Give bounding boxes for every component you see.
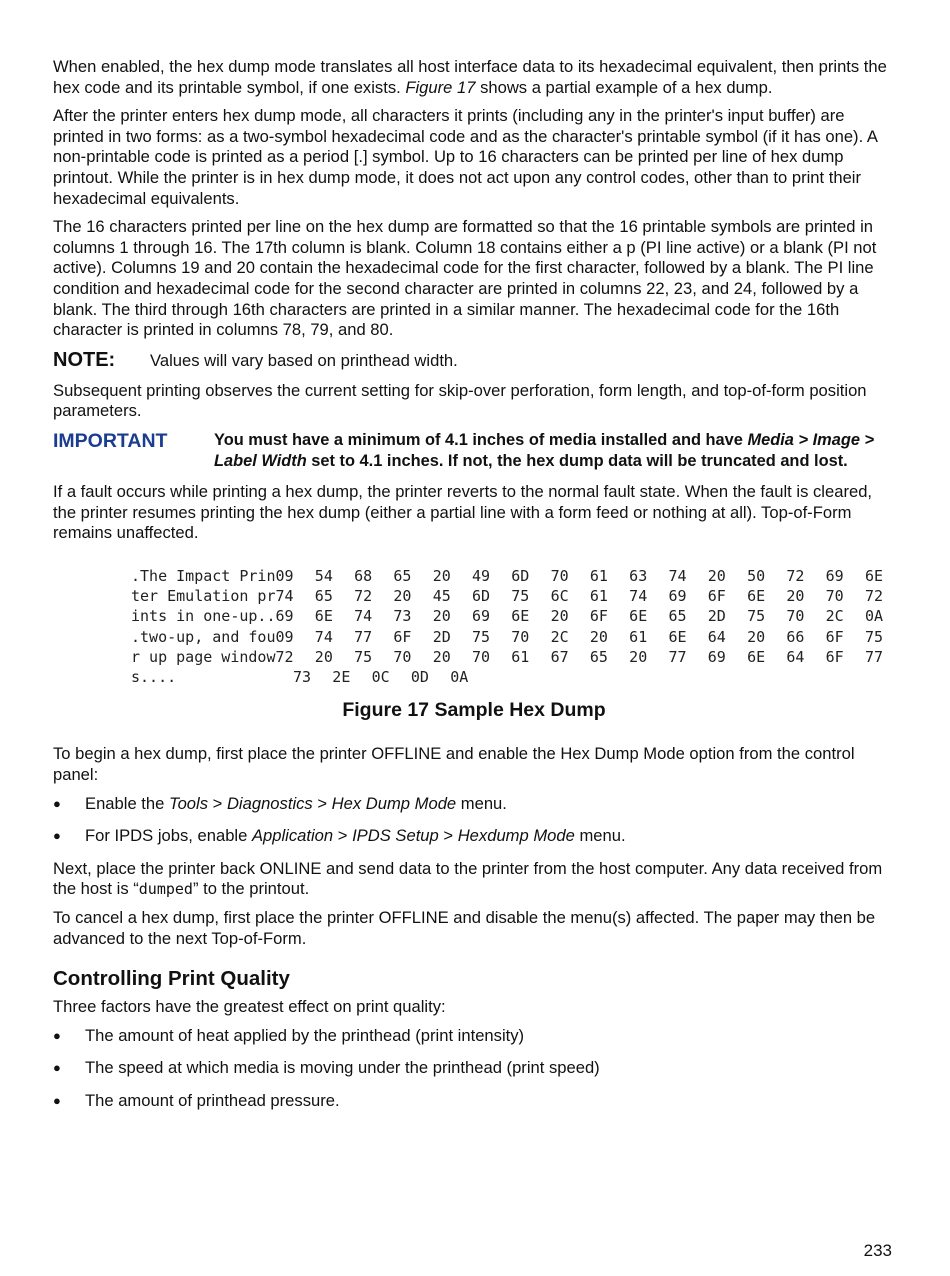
hex-code: 0C [371, 668, 390, 687]
hex-code: 75 [747, 607, 766, 626]
hex-code: 65 [393, 566, 412, 585]
hex-code: 20 [432, 607, 451, 626]
section-heading: Controlling Print Quality [53, 967, 290, 991]
text-run: menu. [574, 826, 626, 846]
list-item [53, 1026, 895, 1047]
hex-code: 61 [629, 627, 648, 646]
hex-code: 64 [707, 627, 726, 646]
hex-code: 74 [354, 607, 373, 626]
text-run: Diagnostics [226, 793, 313, 813]
paragraph-cancel: To cancel a hex dump, first place the printer OFFLINE and disable the menu(s) affected. The paper may then be advanced to the next Top-of-Form. [53, 908, 876, 948]
hex-code: 6E [747, 647, 766, 666]
hex-dump-codes [276, 627, 905, 647]
hex-dump-codes [276, 586, 905, 606]
hex-code: 6E [511, 607, 530, 626]
hex-code: 20 [432, 647, 451, 666]
important-label: IMPORTANT [53, 429, 168, 452]
hex-code: 2C [550, 627, 569, 646]
hex-code: 6E [314, 607, 333, 626]
hex-dump-row [131, 566, 895, 586]
hex-code: 20 [629, 647, 648, 666]
text-run: > [208, 793, 227, 813]
text-run: For IPDS jobs, enable [85, 826, 252, 846]
hex-dump-text: s.... [131, 668, 177, 687]
hex-code: 75 [864, 627, 884, 646]
text-run: Figure 17 [405, 77, 476, 97]
hex-code: 2D [432, 627, 451, 646]
hex-code: 70 [471, 647, 491, 666]
hex-code: 20 [747, 627, 766, 646]
hex-code: 6F [393, 627, 412, 646]
hex-code: 20 [432, 566, 451, 585]
bullet-icon: ● [53, 795, 61, 811]
hex-dump-sample [131, 566, 895, 688]
hex-code: 09 [275, 627, 294, 646]
text-run: > [333, 826, 353, 846]
list-item-text: The amount of printhead pressure. [85, 1091, 340, 1110]
list-item [53, 1091, 895, 1112]
hex-dump-row [131, 647, 895, 667]
note-text: Values will vary based on printhead width. [150, 350, 458, 370]
hex-dump-row [131, 667, 895, 687]
text-run: menu. [456, 793, 507, 813]
hex-code: 70 [825, 586, 844, 605]
hex-code: 75 [511, 586, 530, 605]
hex-code: 6E [629, 607, 648, 626]
hex-code: 20 [550, 607, 569, 626]
hex-code: 0A [864, 607, 884, 626]
hex-code: 6E [864, 566, 884, 585]
hex-code: 2E [332, 668, 351, 687]
note-label: NOTE: [53, 348, 116, 371]
hex-dump-codes [276, 647, 905, 667]
hex-code: 0A [450, 668, 469, 687]
hex-code: 2C [825, 607, 844, 626]
important-block [53, 430, 895, 472]
hex-code: 6E [668, 627, 687, 646]
hex-code: 6C [550, 586, 569, 605]
hex-dump-text: r up page window [131, 647, 276, 666]
hex-code: 6D [471, 586, 491, 605]
hex-code: 6D [511, 566, 530, 585]
text-run: When enabled, the hex dump mode translates all host interface data to its hexadecimal equivalent, then prints the hex code and its printable symbol, if one exists. [53, 57, 887, 97]
hex-code: 6F [825, 627, 844, 646]
hex-code: 69 [825, 566, 844, 585]
hex-code: 74 [275, 586, 294, 605]
list-item [53, 826, 895, 847]
hex-code: 61 [589, 586, 608, 605]
text-run: Media > Image > Label Width [214, 430, 875, 470]
text-run: ” to the printout. [192, 879, 310, 899]
hex-code: 65 [668, 607, 687, 626]
figure-caption: Figure 17 Sample Hex Dump [342, 699, 606, 722]
print-quality-factors-list [53, 1026, 895, 1112]
list-item-text [85, 794, 507, 815]
bullet-icon: ● [53, 828, 61, 844]
text-run: > [438, 826, 458, 846]
text-run: Hex Dump Mode [331, 793, 457, 813]
hex-code: 75 [354, 647, 373, 666]
note-block [53, 349, 895, 372]
hex-code: 74 [629, 586, 648, 605]
hex-code: 77 [354, 627, 373, 646]
hex-code: 0D [410, 668, 429, 687]
hex-dump-text: ints in one-up.. [131, 607, 276, 626]
paragraph-fault: If a fault occurs while printing a hex dump, the printer reverts to the normal fault state. When the fault is cleared, the printer resumes printing the hex dump (either a partial line with a form feed or nothing at all). Top-of-Form remains unaffected. [53, 481, 873, 543]
paragraph-online [53, 859, 895, 900]
hex-code: 74 [668, 566, 687, 585]
bullet-icon: ● [53, 1093, 61, 1108]
hex-dump-text: .The Impact Prin [131, 566, 276, 585]
hex-code: 72 [786, 566, 805, 585]
hex-code: 70 [393, 647, 412, 666]
hex-code: 65 [314, 586, 333, 605]
hex-code: 45 [432, 586, 451, 605]
hex-code: 61 [511, 647, 530, 666]
paragraph-intro [53, 57, 895, 98]
important-text [214, 430, 895, 472]
list-item-text: The amount of heat applied by the printhead (print intensity) [85, 1025, 525, 1045]
hex-code: 6E [747, 586, 766, 605]
hex-code: 68 [354, 566, 373, 585]
text-run: Tools [168, 793, 209, 813]
paragraph-column-format: The 16 characters printed per line on the hex dump are formatted so that the 16 printable symbols are printed in columns 1 through 16. The 17th column is blank. Column 18 contains either a p (PI line active) or a blank (PI not active). Columns 19 and 20 contain the hexadecimal code for the first character, followed by a blank. The PI line condition and hexadecimal code for the second character are printed in columns 22, 23, and 24, followed by a blank. The third through 16th characters are printed in a similar manner. The hexadecimal code for the 16th character is printed in columns 78, 79, and 80. [53, 217, 877, 340]
hex-code: 72 [354, 586, 373, 605]
hex-code: 49 [471, 566, 491, 585]
text-run: shows a partial example of a hex dump. [475, 77, 773, 97]
text-run: Hexdump Mode [457, 826, 575, 846]
hex-dump-row [131, 627, 895, 647]
hex-code: 77 [668, 647, 687, 666]
hex-code: 20 [786, 586, 805, 605]
hex-code: 20 [393, 586, 412, 605]
hex-dump-row [131, 606, 895, 626]
page-number: 233 [863, 1241, 892, 1260]
hex-code: 74 [314, 627, 333, 646]
hex-dump-codes [293, 667, 489, 687]
hex-code: 6F [707, 586, 726, 605]
hex-code: 20 [589, 627, 608, 646]
list-item [53, 1058, 895, 1079]
list-item [53, 794, 895, 815]
list-item-text: The speed at which media is moving under the printhead (print speed) [85, 1058, 600, 1078]
text-run: set to 4.1 inches. If not, the hex dump data will be truncated and lost. [306, 451, 848, 470]
hex-code: 70 [786, 607, 805, 626]
hex-code: 70 [511, 627, 530, 646]
document-page [53, 57, 895, 1124]
hex-code: 70 [550, 566, 569, 585]
bullet-icon: ● [53, 1027, 61, 1043]
hex-code: 72 [864, 586, 884, 605]
hex-code: 64 [786, 647, 805, 666]
text-run: > [312, 793, 332, 813]
hex-code: 6F [589, 607, 608, 626]
hex-code: 69 [471, 607, 491, 626]
hex-dump-row [131, 586, 895, 606]
hex-code: 73 [393, 607, 412, 626]
text-run: You must have a minimum of 4.1 inches of media installed and have [214, 430, 748, 449]
hex-code: 61 [589, 566, 608, 585]
hex-code: 20 [707, 566, 726, 585]
paragraph-factors: Three factors have the greatest effect on print quality: [53, 997, 446, 1017]
text-run: Application [251, 826, 334, 846]
bullet-icon: ● [53, 1060, 61, 1076]
hex-code: 65 [589, 647, 608, 666]
hex-code: 75 [471, 627, 491, 646]
text-run: Next, place the printer back ONLINE and send data to the printer from the host computer. Any data received from the host is “ [53, 858, 883, 899]
hex-dump-text: ter Emulation pr [131, 586, 276, 605]
paragraph-hex-dump-mode: After the printer enters hex dump mode, all characters it prints (including any in the printer's input buffer) are printed in two forms: as a two-symbol hexadecimal code and as the character's printable symbol (if it has one). A non-printable code is printed as a period [.] symbol. Up to 16 characters can be printed per line of hex dump printout. While the printer is in hex dump mode, it does not act upon any control codes, other than to print their hexadecimal equivalents. [53, 106, 878, 208]
hex-code: 6F [825, 647, 844, 666]
list-item-text [85, 826, 626, 847]
menu-path-list [53, 794, 895, 847]
hex-code: 77 [864, 647, 884, 666]
hex-code: 72 [275, 647, 294, 666]
hex-code: 20 [314, 647, 333, 666]
hex-code: 2D [707, 607, 726, 626]
hex-code: 66 [786, 627, 805, 646]
hex-code: 67 [550, 647, 569, 666]
hex-code: 69 [707, 647, 726, 666]
hex-dump-text: .two-up, and fou [131, 627, 276, 646]
hex-dump-codes [276, 566, 905, 586]
text-run: Enable the [85, 793, 169, 813]
hex-code: 09 [275, 566, 294, 585]
hex-code: 63 [629, 566, 648, 585]
paragraph-subsequent-printing: Subsequent printing observes the current setting for skip-over perforation, form length, and top-of-form position parameters. [53, 380, 867, 421]
hex-code: 50 [747, 566, 766, 585]
text-run: IPDS Setup [352, 826, 439, 846]
text-run: dumped [138, 880, 193, 899]
paragraph-begin-hex-dump: To begin a hex dump, first place the printer OFFLINE and enable the Hex Dump Mode option from the control panel: [53, 744, 855, 785]
hex-code: 73 [293, 668, 312, 687]
hex-code: 69 [275, 607, 294, 626]
hex-code: 69 [668, 586, 687, 605]
hex-dump-codes [276, 606, 905, 626]
hex-code: 54 [314, 566, 333, 585]
